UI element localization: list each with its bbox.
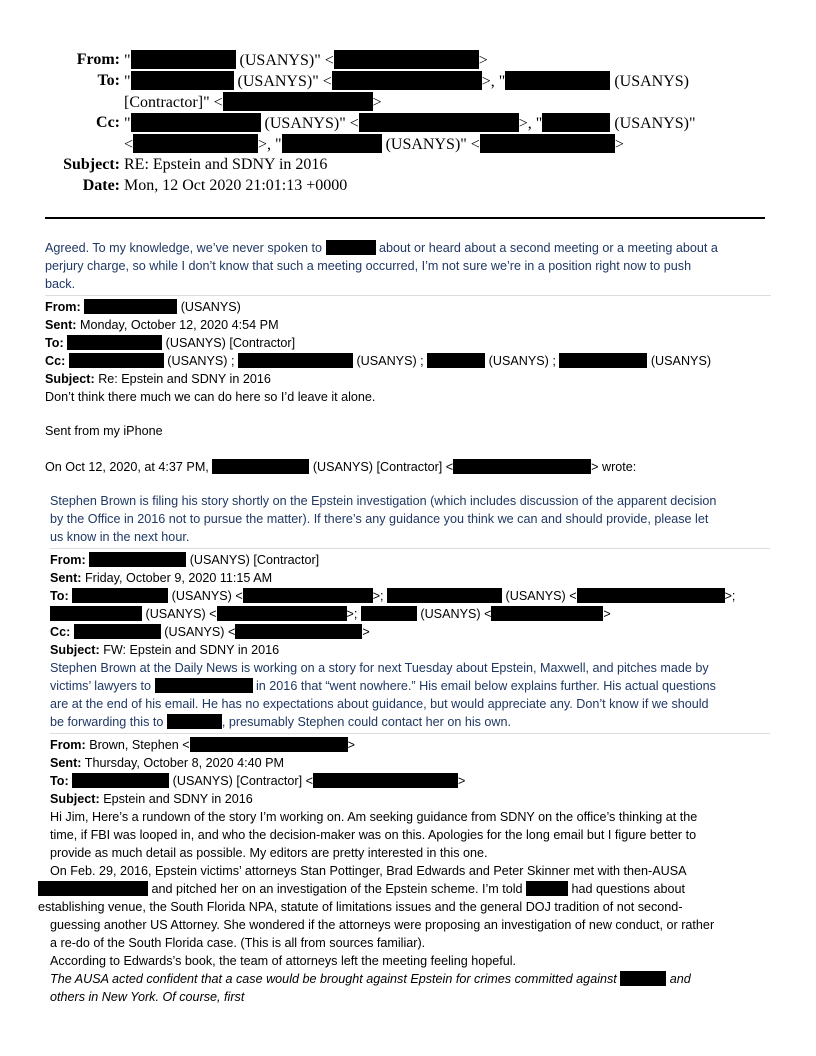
header-subject-value: RE: Epstein and SDNY in 2016 <box>124 156 328 173</box>
redaction <box>326 240 376 255</box>
header-date-row <box>0 176 816 195</box>
reply-line: perjury charge, so while I don’t know that such a meeting occurred, I’m not sure we’re in a position right now to push <box>45 259 692 273</box>
msg5-paragraph: and pitched her on an investigation of the Epstein scheme. I’m told had questions about <box>38 880 685 898</box>
redaction <box>72 588 168 603</box>
redaction <box>84 299 177 314</box>
redaction <box>217 606 347 621</box>
msg2-signature: Sent from my iPhone <box>45 424 163 438</box>
redaction <box>167 714 222 729</box>
redaction <box>212 459 309 474</box>
msg2-sent: Sent: Monday, October 12, 2020 4:54 PM <box>45 318 279 332</box>
msg5-subject: Subject: Epstein and SDNY in 2016 <box>50 792 253 806</box>
msg5-paragraph: On Feb. 29, 2016, Epstein victims’ attorneys Stan Pottinger, Brad Edwards and Peter Skinner met with then-AUSA <box>50 864 687 878</box>
msg5-paragraph: time, if FBI was looped in, and who the decision-maker was on this. Apologies for the long email but I figure better to <box>50 828 697 842</box>
redaction <box>313 773 458 788</box>
header-date-value: Mon, 12 Oct 2020 21:01:13 +0000 <box>124 177 348 194</box>
msg2-to: To: (USANYS) [Contractor] <box>45 336 296 350</box>
redaction <box>155 678 253 693</box>
redaction <box>332 71 482 90</box>
msg3-line: Stephen Brown is filing his story shortly on the Epstein investigation (which includes discussion of the apparent decision <box>50 494 717 508</box>
msg4-body: Stephen Brown at the Daily News is working on a story for next Tuesday about Epstein, Maxwell, and pitches made by <box>50 661 709 675</box>
header-date-label: Date: <box>82 177 120 194</box>
header-divider <box>45 217 765 219</box>
email-header: From: " (USANYS)" < > To: " (USANYS)" < >, " (USANYS) [Contractor]" < > Cc: " (USANYS)" < >, " (USANYS)" < >, " (USANYS)" < > Subject: RE: Epstein and SDNY in 2016 Date: Mon, 12 Oct 2020 21:01:13 +0000 <box>0 50 816 197</box>
redaction <box>334 50 479 69</box>
redaction <box>620 971 666 986</box>
msg5-paragraph: Hi Jim, Here’s a rundown of the story I’m working on. Am seeking guidance from SDNY on the office’s thinking at the <box>50 810 698 824</box>
header-from-value: (USANYS)" < <box>239 52 334 69</box>
redaction <box>72 773 169 788</box>
msg5-sent: Sent: Thursday, October 8, 2020 4:40 PM <box>50 756 285 770</box>
redaction <box>359 113 519 132</box>
header-cc-label: Cc: <box>96 114 120 131</box>
msg2-cc: Cc: (USANYS) ; (USANYS) ; (USANYS) ; (USANYS) <box>45 354 712 368</box>
msg2-subject: Subject: Re: Epstein and SDNY in 2016 <box>45 372 271 386</box>
msg5-from: From: Brown, Stephen < > <box>50 738 356 752</box>
msg2-quote-header: On Oct 12, 2020, at 4:37 PM, (USANYS) [Contractor] < > wrote: <box>45 460 637 474</box>
redaction <box>505 71 610 90</box>
redaction <box>559 353 647 368</box>
redaction <box>243 588 373 603</box>
header-subject-label: Subject: <box>63 156 120 173</box>
msg5-to: To: (USANYS) [Contractor] < > <box>50 774 466 788</box>
msg4-body: victims’ lawyers to in 2016 that “went nowhere.” His email below explains further. His actual questions <box>50 679 716 693</box>
reply-line: Agreed. To my knowledge, we’ve never spoken to about or heard about a second meeting or a meeting about a <box>45 241 718 255</box>
redaction <box>131 113 261 132</box>
header-to-label: To: <box>97 72 120 89</box>
redaction <box>577 588 725 603</box>
message-divider <box>50 548 770 549</box>
redaction <box>89 552 186 567</box>
msg2-body: Don’t think there much we can do here so I’d leave it alone. <box>45 390 376 404</box>
message-divider <box>50 733 770 734</box>
redaction <box>50 606 142 621</box>
redaction <box>223 92 373 111</box>
redaction <box>69 353 164 368</box>
redaction <box>282 134 382 153</box>
redaction <box>131 71 234 90</box>
reply-line: back. <box>45 277 76 291</box>
msg5-quote: The AUSA acted confident that a case would be brought against Epstein for crimes committed against and <box>50 972 691 986</box>
msg5-paragraph: establishing venue, the South Florida NPA, statute of limitations issues and the general DOJ tradition of not second- <box>38 900 683 914</box>
redaction <box>526 881 568 896</box>
header-from-row: From: " (USANYS)" < > <box>0 50 816 69</box>
header-to-row: To: " (USANYS)" < >, " (USANYS) <box>0 71 816 90</box>
redaction <box>235 624 362 639</box>
msg4-from: From: (USANYS) [Contractor] <box>50 553 320 567</box>
redaction <box>38 881 148 896</box>
redaction <box>238 353 353 368</box>
msg4-body: be forwarding this to , presumably Stephen could contact her on his own. <box>50 715 512 729</box>
msg3-line: us know in the next hour. <box>50 530 190 544</box>
redaction <box>427 353 485 368</box>
redaction <box>542 113 610 132</box>
redaction <box>491 606 603 621</box>
header-subject-row <box>0 155 816 174</box>
msg4-to: To: (USANYS) < >; (USANYS) < >; <box>50 589 736 603</box>
msg4-body: are at the end of his email. He has no expectations about guidance, but would appreciate any. Don’t know if we should <box>50 697 709 711</box>
msg5-paragraph: According to Edwards’s book, the team of attorneys left the meeting feeling hopeful. <box>50 954 517 968</box>
redaction <box>361 606 417 621</box>
header-from-label: From: <box>76 51 120 68</box>
redaction <box>387 588 502 603</box>
msg4-to-cont: (USANYS) < >; (USANYS) < > <box>50 605 611 623</box>
redaction <box>67 335 162 350</box>
redaction <box>453 459 591 474</box>
msg5-paragraph: provide as much detail as possible. My editors are pretty interested in this one. <box>50 846 488 860</box>
redaction <box>190 737 348 752</box>
msg5-paragraph: a re-do of the South Florida case. (This is all from sources familiar). <box>50 936 426 950</box>
redaction <box>74 624 161 639</box>
redaction <box>480 134 615 153</box>
msg4-sent: Sent: Friday, October 9, 2020 11:15 AM <box>50 571 273 585</box>
msg4-subject: Subject: FW: Epstein and SDNY in 2016 <box>50 643 280 657</box>
msg2-from: From: (USANYS) <box>45 300 241 314</box>
header-cc-row: Cc: " (USANYS)" < >, " (USANYS)" <box>0 113 816 132</box>
msg4-cc: Cc: (USANYS) < > <box>50 625 370 639</box>
msg3-line: by the Office in 2016 not to pursue the matter). If there’s any guidance you think we can and should provide, please let <box>50 512 709 526</box>
redaction <box>131 50 236 69</box>
message-divider <box>45 295 771 296</box>
msg5-paragraph: guessing another US Attorney. She wondered if the attorneys were proposing an investigation of new conduct, or rather <box>50 918 715 932</box>
msg5-quote: others in New York. Of course, first <box>50 990 245 1004</box>
redaction <box>133 134 258 153</box>
